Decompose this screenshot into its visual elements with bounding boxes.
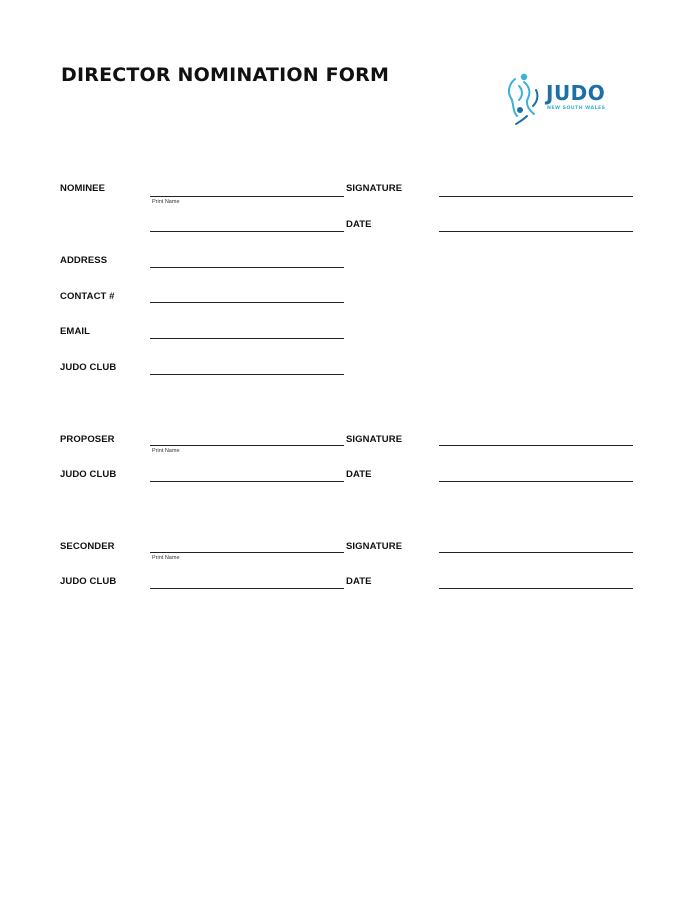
judoka-throw-icon bbox=[503, 70, 547, 126]
proposer-signature-label: SIGNATURE bbox=[346, 434, 403, 445]
proposer-date-label: DATE bbox=[346, 469, 372, 480]
proposer-name-line[interactable] bbox=[150, 445, 344, 446]
logo-wordmark: JUDO bbox=[546, 81, 606, 105]
nominee-date-label: DATE bbox=[346, 219, 372, 230]
nominee-label: NOMINEE bbox=[60, 183, 106, 194]
contact-label: CONTACT # bbox=[60, 291, 115, 302]
nominee-name-line[interactable] bbox=[150, 196, 344, 197]
seconder-print-name-hint: Print Name bbox=[152, 555, 180, 561]
email-line[interactable] bbox=[150, 338, 344, 339]
proposer-print-name-hint: Print Name bbox=[152, 448, 180, 454]
contact-line[interactable] bbox=[150, 302, 344, 303]
logo-subtitle: NEW SOUTH WALES bbox=[547, 106, 606, 111]
email-label: EMAIL bbox=[60, 326, 91, 337]
seconder-club-line[interactable] bbox=[150, 588, 344, 589]
seconder-signature-line[interactable] bbox=[439, 552, 633, 553]
nominee-club-line[interactable] bbox=[150, 374, 344, 375]
nominee-date-line[interactable] bbox=[439, 231, 633, 232]
seconder-club-label: JUDO CLUB bbox=[60, 576, 117, 587]
nominee-signature-label: SIGNATURE bbox=[346, 183, 403, 194]
proposer-club-label: JUDO CLUB bbox=[60, 469, 117, 480]
proposer-label: PROPOSER bbox=[60, 434, 115, 445]
seconder-date-line[interactable] bbox=[439, 588, 633, 589]
seconder-name-line[interactable] bbox=[150, 552, 344, 553]
proposer-date-line[interactable] bbox=[439, 481, 633, 482]
address-label: ADDRESS bbox=[60, 255, 108, 266]
nominee-club-label: JUDO CLUB bbox=[60, 362, 117, 373]
nominee-print-name-hint: Print Name bbox=[152, 199, 180, 205]
seconder-label: SECONDER bbox=[60, 541, 115, 552]
form-title: DIRECTOR NOMINATION FORM bbox=[61, 64, 390, 86]
judo-nsw-logo bbox=[503, 70, 623, 126]
nominee-signature-line[interactable] bbox=[439, 196, 633, 197]
seconder-date-label: DATE bbox=[346, 576, 372, 587]
seconder-signature-label: SIGNATURE bbox=[346, 541, 403, 552]
address-line[interactable] bbox=[150, 267, 344, 268]
proposer-club-line[interactable] bbox=[150, 481, 344, 482]
nominee-name-line-2[interactable] bbox=[150, 231, 344, 232]
proposer-signature-line[interactable] bbox=[439, 445, 633, 446]
